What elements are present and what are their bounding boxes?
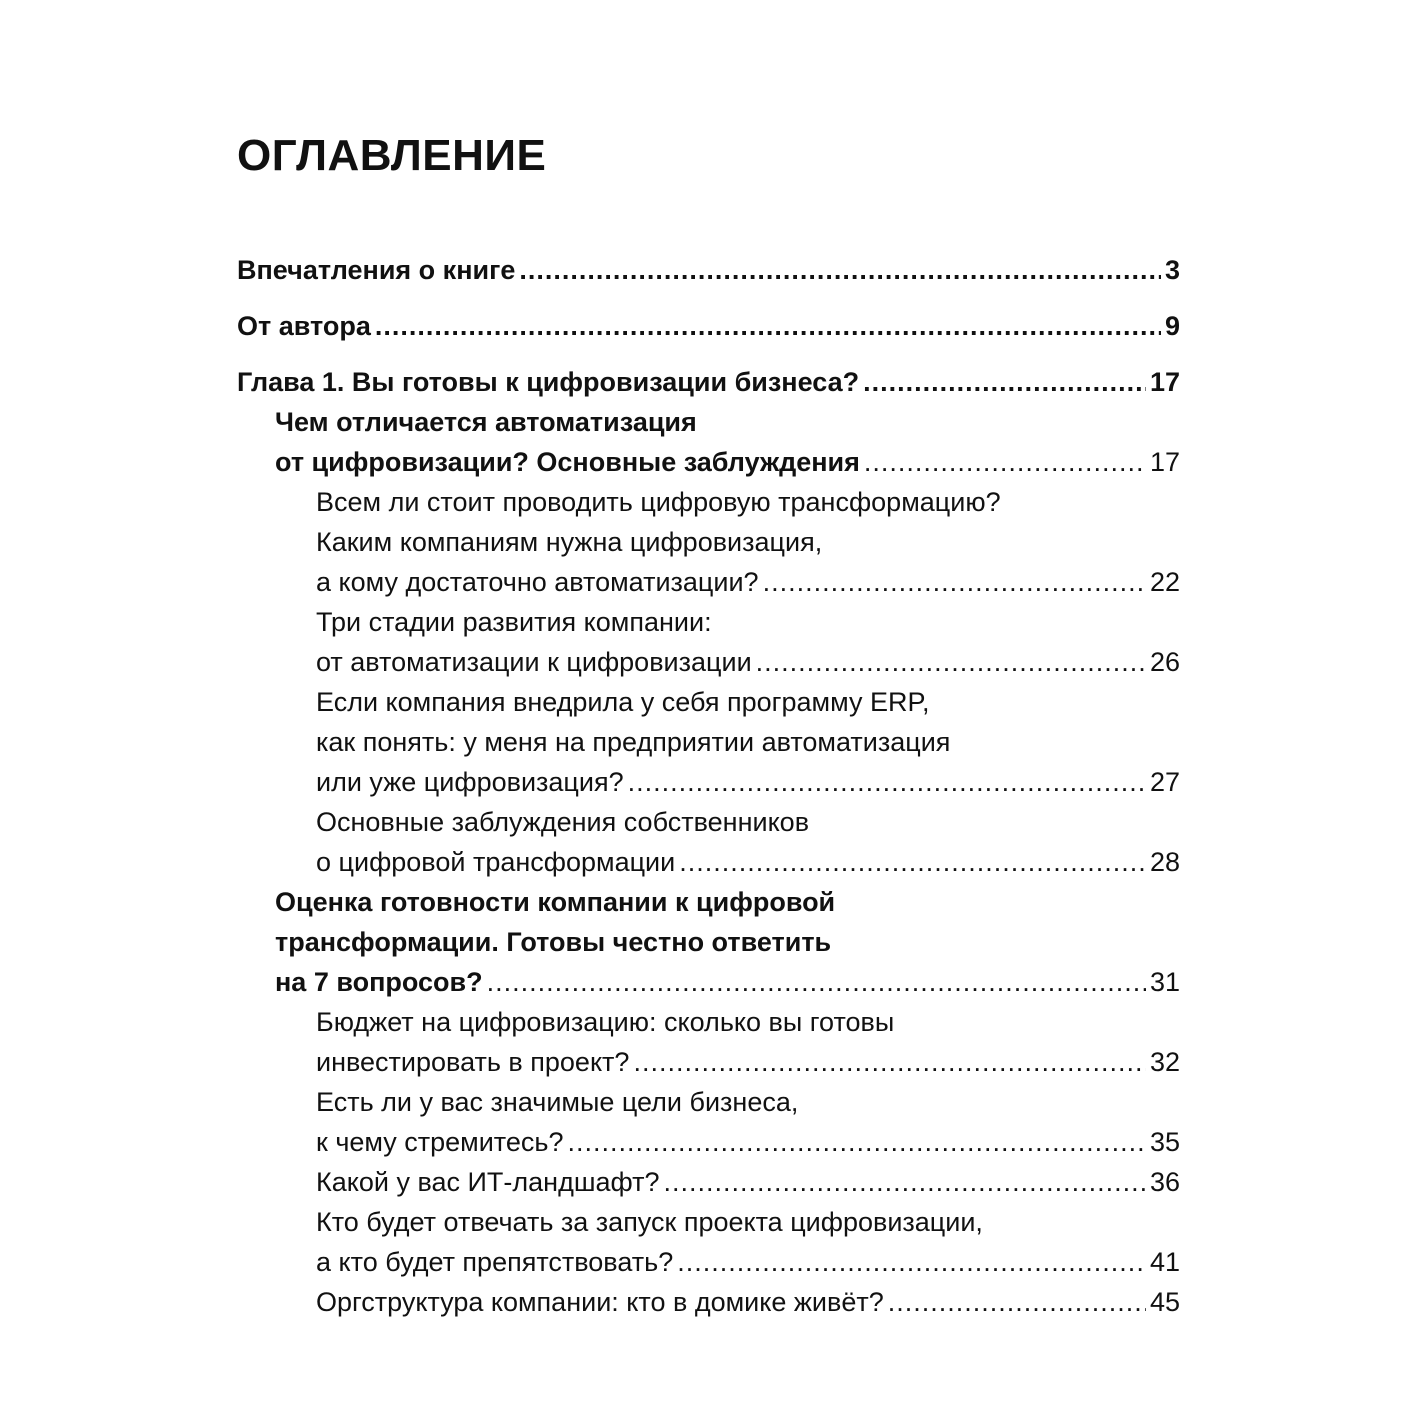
- toc-entry[interactable]: [237, 1002, 1180, 1042]
- toc-entry[interactable]: [237, 250, 1180, 290]
- toc-page-number: 32: [1149, 1047, 1180, 1077]
- toc-entry[interactable]: [237, 1042, 1180, 1082]
- toc-entry-text: трансформации. Готовы честно ответить: [275, 927, 832, 957]
- toc-entry-text: Впечатления о книге: [237, 255, 516, 285]
- toc-entry[interactable]: [237, 962, 1180, 1002]
- toc-leader-dots: [677, 1242, 1146, 1282]
- toc-entry[interactable]: [237, 642, 1180, 682]
- toc-entry-text: или уже цифровизация?: [316, 767, 624, 797]
- toc-page-number: 41: [1149, 1247, 1180, 1277]
- toc-entry[interactable]: [237, 602, 1180, 642]
- toc-entry-text: а кому достаточно автоматизации?: [316, 567, 759, 597]
- toc-entry[interactable]: [237, 482, 1180, 522]
- toc-page-number: 17: [1149, 367, 1180, 397]
- toc-entry[interactable]: [237, 362, 1180, 402]
- toc-entry[interactable]: [237, 682, 1180, 722]
- toc-entry-text: на 7 вопросов?: [275, 967, 483, 997]
- toc-entry[interactable]: [237, 1122, 1180, 1162]
- toc-entry-text: от цифровизации? Основные заблуждения: [275, 447, 860, 477]
- toc-leader-dots: [664, 1162, 1146, 1202]
- toc-page-number: 26: [1149, 647, 1180, 677]
- toc-entry-text: от автоматизации к цифровизации: [316, 647, 752, 677]
- toc-entry-text: Оргструктура компании: кто в домике живёт?: [316, 1287, 884, 1317]
- toc-page-number: 36: [1149, 1167, 1180, 1197]
- toc-entry-text: Три стадии развития компании:: [316, 607, 712, 637]
- toc-leader-dots: [519, 250, 1161, 290]
- toc-leader-dots: [864, 442, 1146, 482]
- toc-entry[interactable]: [237, 722, 1180, 762]
- toc-leader-dots: [487, 962, 1146, 1002]
- toc-entry-text: Всем ли стоит проводить цифровую трансформацию?: [316, 487, 1001, 517]
- table-of-contents: [237, 250, 1180, 1322]
- toc-entry[interactable]: [237, 306, 1180, 346]
- toc-entry[interactable]: [237, 1202, 1180, 1242]
- toc-page-number: 3: [1164, 255, 1180, 285]
- toc-leader-dots: [863, 362, 1146, 402]
- toc-entry[interactable]: [237, 922, 1180, 962]
- toc-entry-text: о цифровой трансформации: [316, 847, 676, 877]
- toc-entry[interactable]: [237, 442, 1180, 482]
- toc-entry-text: инвестировать в проект?: [316, 1047, 630, 1077]
- toc-page-number: 9: [1164, 311, 1180, 341]
- toc-page-number: 28: [1149, 847, 1180, 877]
- toc-entry[interactable]: [237, 882, 1180, 922]
- toc-entry-text: Если компания внедрила у себя программу ERP,: [316, 687, 930, 717]
- toc-entry[interactable]: [237, 1282, 1180, 1322]
- toc-entry[interactable]: [237, 842, 1180, 882]
- toc-leader-dots: [756, 642, 1146, 682]
- toc-page-number: 35: [1149, 1127, 1180, 1157]
- toc-entry[interactable]: [237, 1162, 1180, 1202]
- toc-entry-text: к чему стремитесь?: [316, 1127, 564, 1157]
- toc-entry[interactable]: [237, 562, 1180, 602]
- toc-entry[interactable]: [237, 522, 1180, 562]
- toc-leader-dots: [763, 562, 1146, 602]
- toc-entry-text: От автора: [237, 311, 371, 341]
- toc-leader-dots: [679, 842, 1146, 882]
- toc-page-number: 31: [1149, 967, 1180, 997]
- toc-entry-text: а кто будет препятствовать?: [316, 1247, 674, 1277]
- toc-entry-text: Глава 1. Вы готовы к цифровизации бизнеса?: [237, 367, 860, 397]
- toc-leader-dots: [888, 1282, 1146, 1322]
- toc-entry-text: Кто будет отвечать за запуск проекта цифровизации,: [316, 1207, 983, 1237]
- toc-entry[interactable]: [237, 802, 1180, 842]
- toc-entry-text: Бюджет на цифровизацию: сколько вы готовы: [316, 1007, 895, 1037]
- toc-entry-text: Есть ли у вас значимые цели бизнеса,: [316, 1087, 799, 1117]
- toc-page-number: 22: [1149, 567, 1180, 597]
- toc-leader-dots: [567, 1122, 1145, 1162]
- toc-entry-text: Какой у вас ИТ-ландшафт?: [316, 1167, 660, 1197]
- toc-page-number: 45: [1149, 1287, 1180, 1317]
- toc-entry-text: как понять: у меня на предприятии автоматизация: [316, 727, 951, 757]
- toc-page-number: 27: [1149, 767, 1180, 797]
- toc-entry[interactable]: [237, 402, 1180, 442]
- toc-entry-text: Чем отличается автоматизация: [275, 407, 697, 437]
- toc-entry[interactable]: [237, 1242, 1180, 1282]
- toc-leader-dots: [628, 762, 1146, 802]
- toc-entry[interactable]: [237, 762, 1180, 802]
- toc-leader-dots: [633, 1042, 1146, 1082]
- toc-leader-dots: [375, 306, 1161, 346]
- toc-entry[interactable]: [237, 1082, 1180, 1122]
- toc-entry-text: Оценка готовности компании к цифровой: [275, 887, 836, 917]
- page-title: ОГЛАВЛЕНИЕ: [237, 131, 547, 180]
- toc-entry-text: Каким компаниям нужна цифровизация,: [316, 527, 823, 557]
- toc-page-number: 17: [1149, 447, 1180, 477]
- toc-entry-text: Основные заблуждения собственников: [316, 807, 810, 837]
